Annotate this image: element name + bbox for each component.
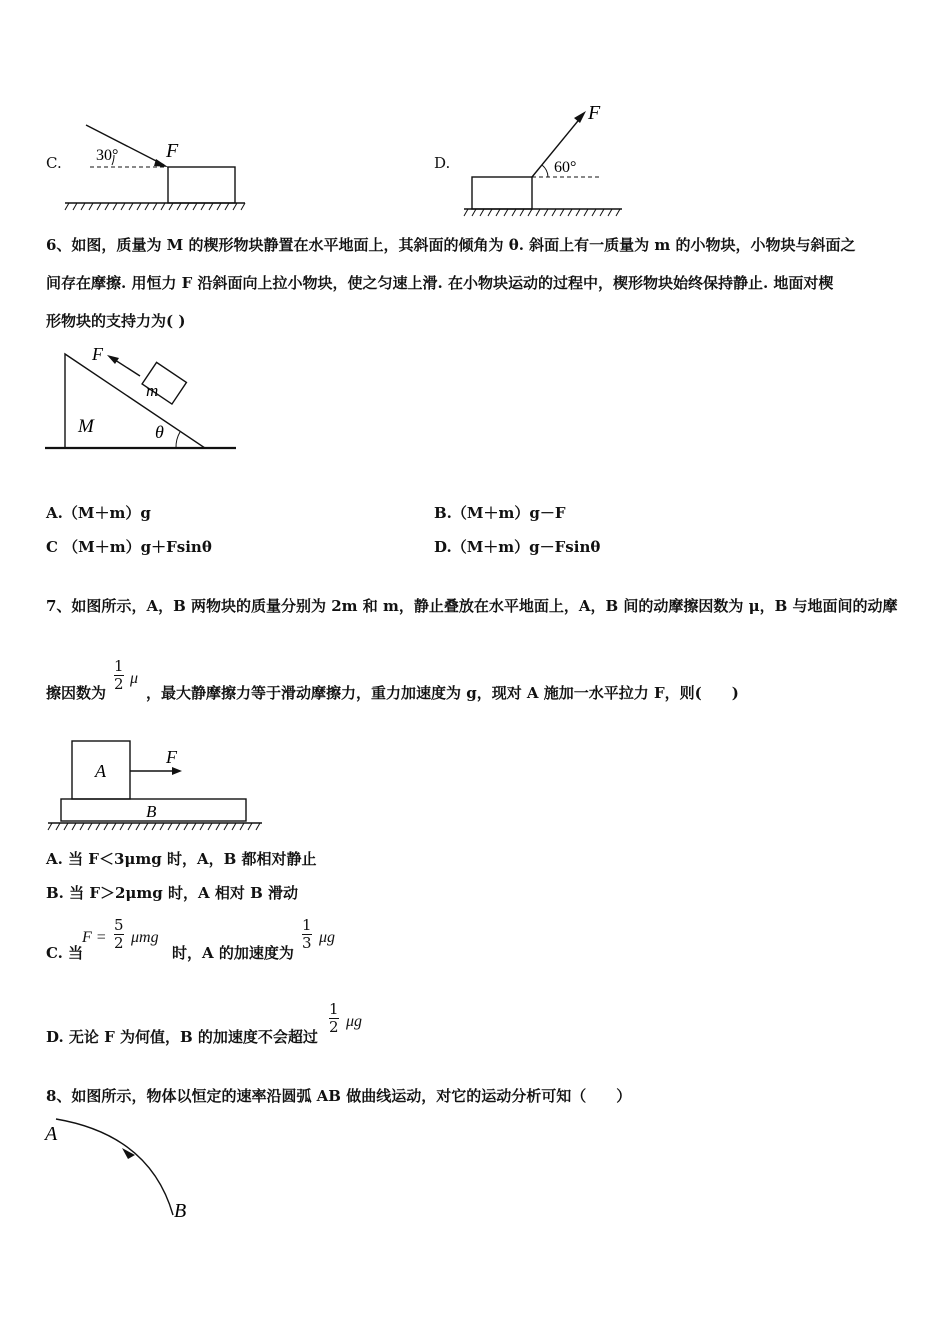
fraction-denominator: 2 xyxy=(114,675,124,693)
q6-text-line2: 间存在摩擦. 用恒力 F 沿斜面向上拉小物块，使之匀速上滑. 在小物块运动的过程中，楔形物块始终保持静止. 地面对楔 xyxy=(46,274,834,292)
figure-d-force-60deg xyxy=(460,100,630,220)
small-block-label: m xyxy=(146,381,159,400)
block-a-label: A xyxy=(95,761,106,781)
angle-label: 30° xyxy=(96,147,119,164)
q7-option-b: B. 当 F＞2μmg 时，A 相对 B 滑动 xyxy=(46,884,298,902)
q7-option-d-pre: D. 无论 F 为何值，B 的加速度不会超过 xyxy=(46,1028,318,1046)
option-c-label: C. xyxy=(46,154,62,172)
q7-option-c-mid: 时，A 的加速度为 xyxy=(172,944,294,962)
fraction-numerator: 1 xyxy=(329,1000,339,1018)
q7-option-c-F: F = xyxy=(82,929,107,946)
angle-label: θ xyxy=(155,422,164,442)
q7-option-d-mug: μg xyxy=(346,1013,363,1030)
q6-option-b: B.（M＋m）g－F xyxy=(434,504,566,522)
q8-text-line1: 8、如图所示，物体以恒定的速率沿圆弧 AB 做曲线运动，对它的运动分析可知（ ） xyxy=(46,1087,632,1105)
fraction-numerator: 1 xyxy=(114,657,124,675)
point-a-label: A xyxy=(45,1123,58,1145)
q7-text-line2-post: ，最大静摩擦力等于滑动摩擦力，重力加速度为 g，现对 A 施加一水平拉力 F，则( ) xyxy=(146,684,739,702)
block-b-label: B xyxy=(146,802,157,821)
q7-fraction-half xyxy=(114,658,124,693)
q7-option-c-fraction-1-3 xyxy=(302,917,312,952)
q7-option-a: A. 当 F＜3μmg 时，A，B 都相对静止 xyxy=(46,850,317,868)
q6-text-line3: 形物块的支持力为( ) xyxy=(46,312,186,330)
q6-figure-wedge xyxy=(40,340,250,460)
q7-text-line1: 7、如图所示，A，B 两物块的质量分别为 2m 和 m，静止叠放在水平地面上，A，B 间的动摩擦因数为 μ，B 与地面间的动摩 xyxy=(46,597,898,615)
force-label: F xyxy=(588,102,601,124)
q7-figure-blocks xyxy=(44,735,269,835)
q7-option-d-fraction-1-2 xyxy=(329,1001,339,1036)
angle-label: 60° xyxy=(554,159,577,176)
q8-figure-arc xyxy=(40,1115,210,1225)
q7-text-line2-pre: 擦因数为 xyxy=(46,684,107,702)
q7-option-c-fraction-5-2 xyxy=(114,917,124,952)
figure-c-force-30deg xyxy=(60,115,260,215)
q6-text-line1: 6、如图，质量为 M 的楔形物块静置在水平地面上，其斜面的倾角为 θ. 斜面上有一质量为 m 的小物块，小物块与斜面之 xyxy=(46,236,856,254)
fraction-numerator: 5 xyxy=(114,916,124,934)
force-label: F xyxy=(166,140,179,162)
q7-option-c-mumg: μmg xyxy=(131,929,159,946)
q6-option-c: C （M＋m）g＋Fsinθ xyxy=(46,538,212,556)
force-label: F xyxy=(92,344,103,364)
wedge-label: M xyxy=(78,416,94,437)
fraction-numerator: 1 xyxy=(302,916,312,934)
q7-option-c-mug: μg xyxy=(319,929,336,946)
q6-option-d: D.（M＋m）g－Fsinθ xyxy=(434,538,601,556)
fraction-denominator: 2 xyxy=(329,1018,339,1036)
q7-mu-symbol: μ xyxy=(130,670,139,687)
option-d-label: D. xyxy=(434,154,451,172)
force-label: F xyxy=(166,747,177,767)
point-b-label: B xyxy=(174,1200,187,1222)
fraction-denominator: 3 xyxy=(302,934,312,952)
fraction-denominator: 2 xyxy=(114,934,124,952)
q6-option-a: A.（M＋m）g xyxy=(46,504,151,522)
q7-option-c-pre: C. 当 xyxy=(46,944,84,962)
